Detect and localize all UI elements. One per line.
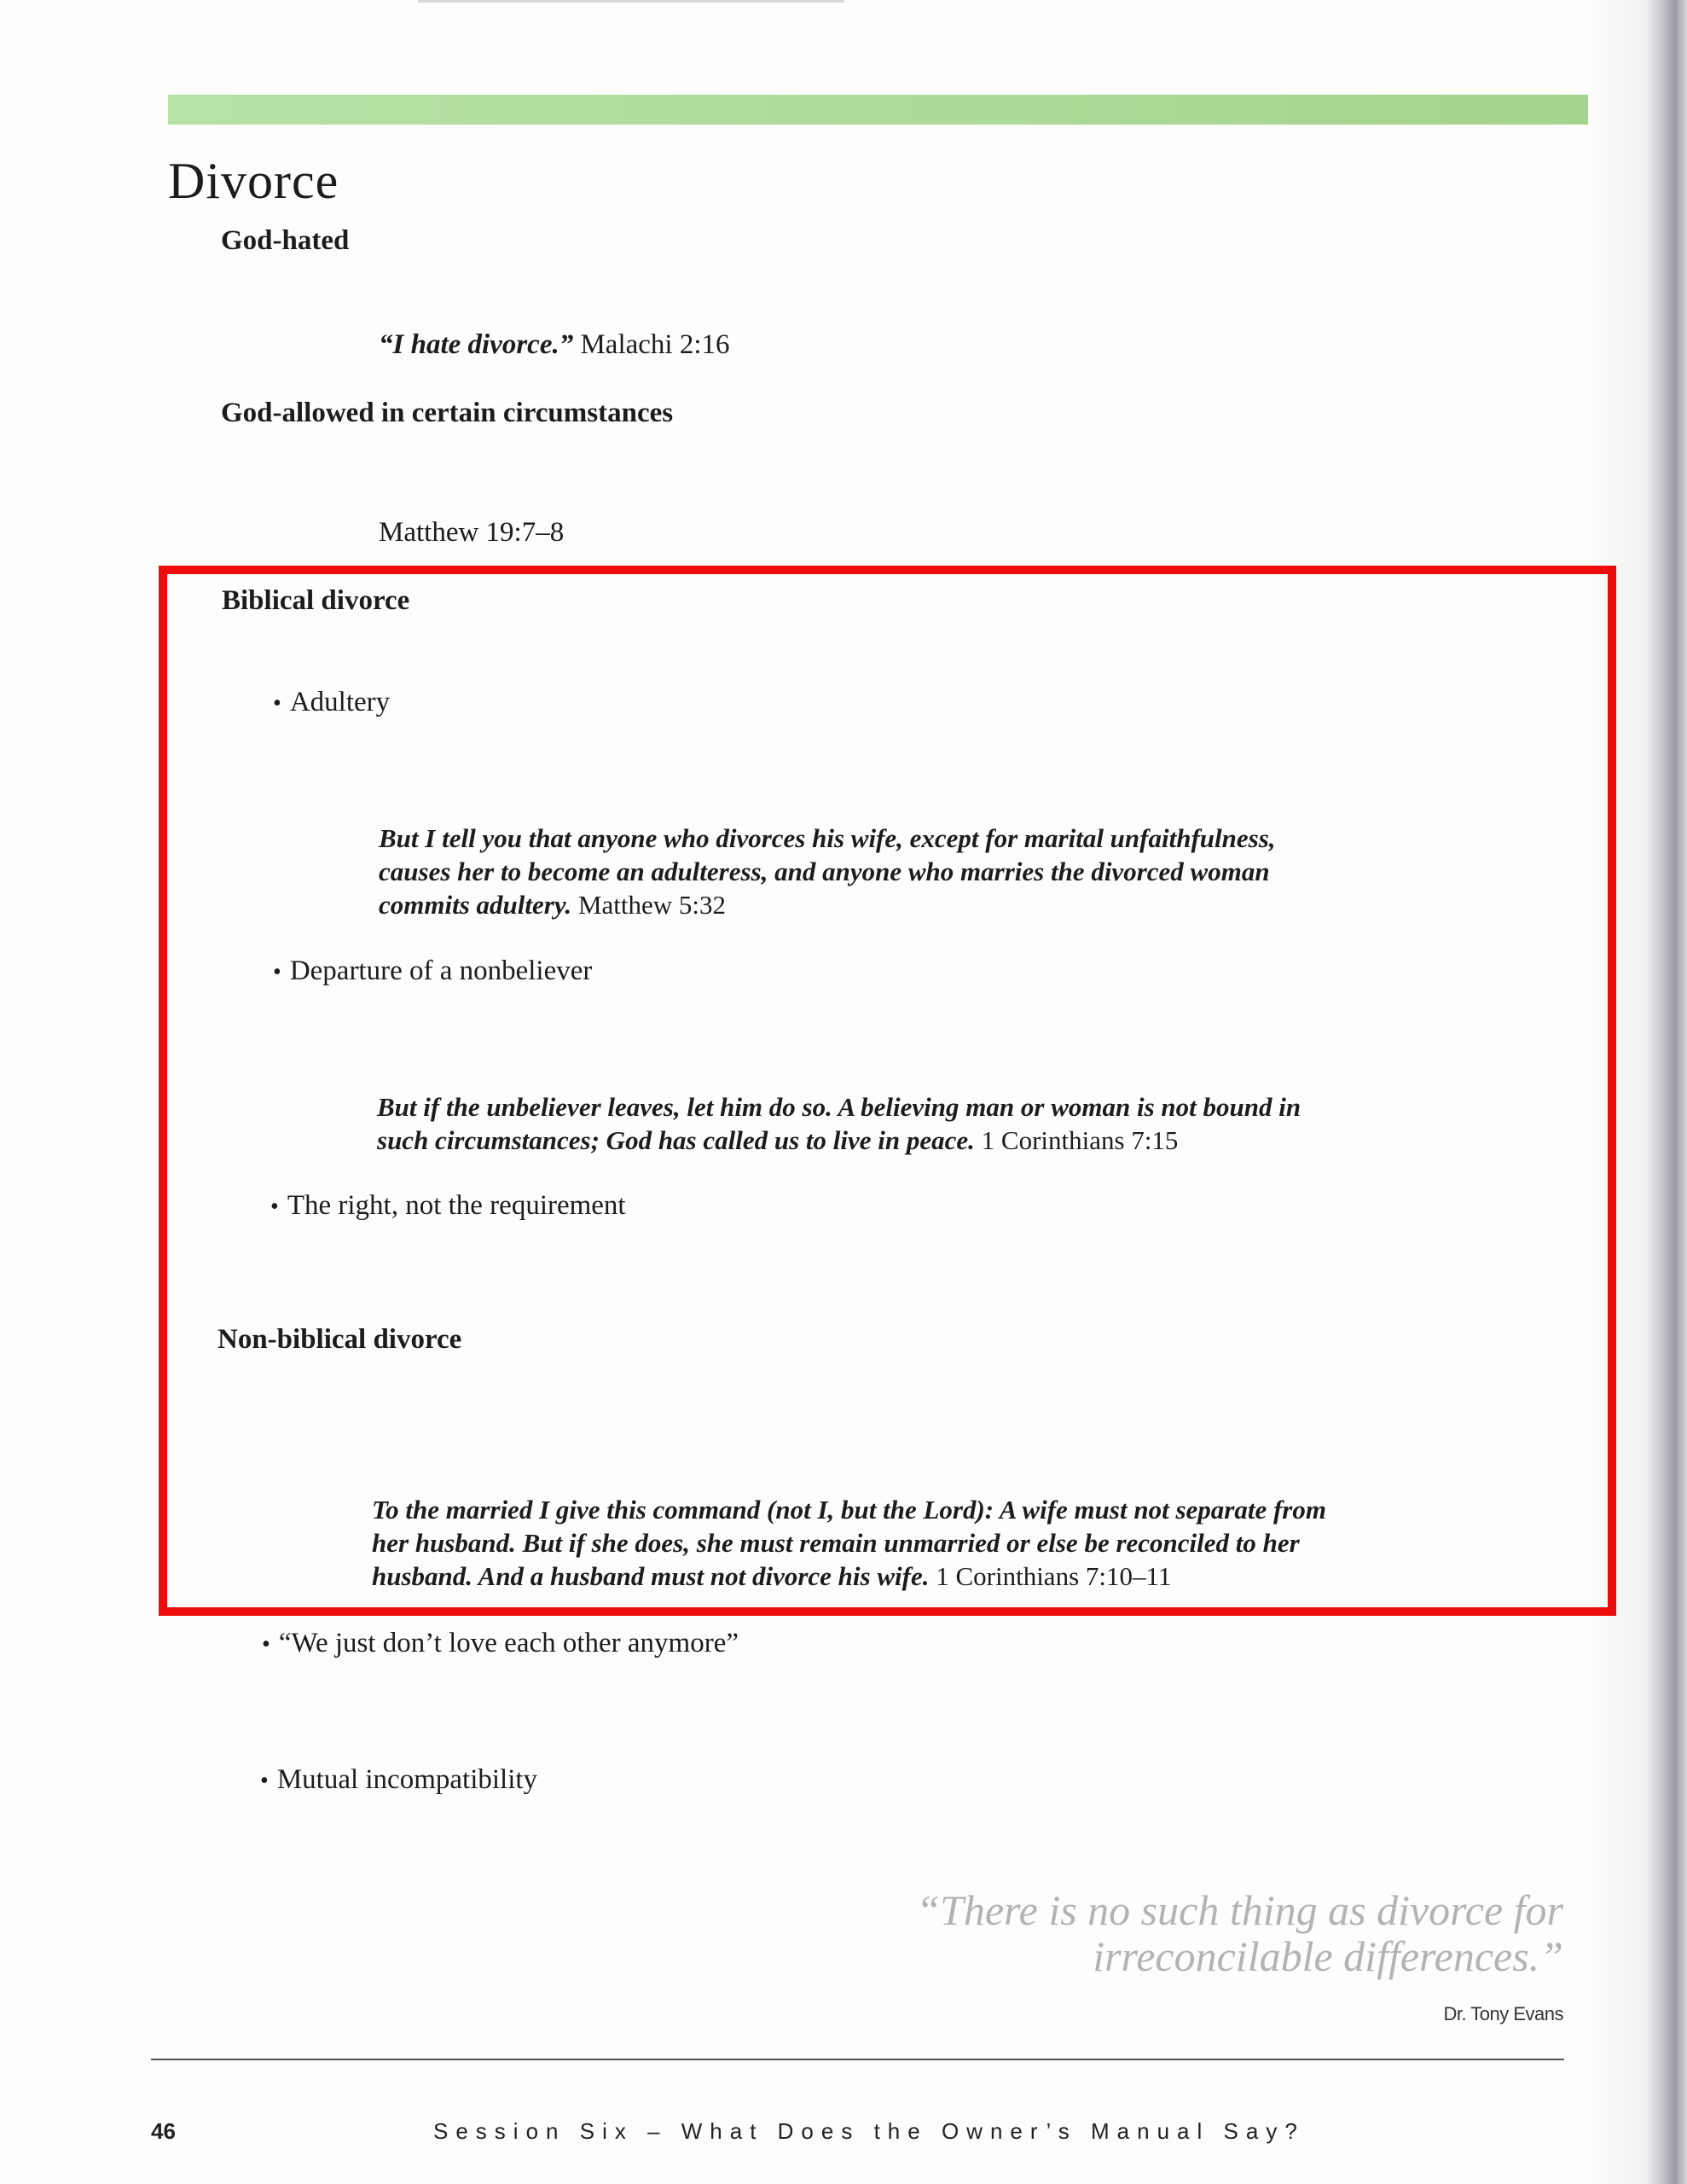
- bullet-label: “We just don’t love each other anymore”: [278, 1628, 739, 1658]
- bullet-item: [262, 1628, 739, 1659]
- heading-non-biblical-divorce: Non-biblical divorce: [217, 1324, 462, 1355]
- bullet-label: Departure of a nonbeliever: [289, 956, 593, 986]
- pull-quote: [796, 1887, 1563, 1979]
- footer-title: Session Six – What Does the Owner’s Manual Say?: [433, 2118, 1305, 2144]
- page-title: Divorce: [168, 153, 339, 209]
- pull-quote-line: “There is no such thing as divorce for: [916, 1886, 1563, 1934]
- bullet-icon: •: [273, 959, 281, 985]
- verse-line: causes her to become an adulteress, and anyone who marries the divorced woman: [379, 857, 1270, 886]
- header-bar: [168, 95, 1588, 125]
- heading-biblical-divorce: Biblical divorce: [222, 585, 410, 616]
- heading-god-allowed: God-allowed in certain circumstances: [221, 398, 674, 428]
- bullet-label: Adultery: [289, 687, 391, 717]
- heading-god-hated: God-hated: [221, 225, 350, 256]
- verse-line: But if the unbeliever leaves, let him do so. A believing man or woman is not bound in: [377, 1092, 1301, 1122]
- verse-1-corinthians-7-15: [377, 1090, 1301, 1157]
- verse-reference: 1 Corinthians 7:10–11: [929, 1561, 1172, 1591]
- verse-line: But I tell you that anyone who divorces his wife, except for marital unfaithfulness,: [379, 823, 1276, 853]
- pull-quote-author: Dr. Tony Evans: [1443, 2003, 1563, 2024]
- bullet-item: [270, 1190, 626, 1222]
- top-rule: [418, 0, 844, 3]
- verse-line: such circumstances; God has called us to live in peace.: [377, 1125, 975, 1155]
- bullet-icon: •: [262, 1631, 270, 1658]
- verse-1-corinthians-7-10: [372, 1493, 1326, 1593]
- verse-malachi: [379, 329, 730, 361]
- bullet-icon: •: [270, 1194, 279, 1220]
- page-number: 46: [151, 2118, 176, 2144]
- verse-line: commits adultery.: [379, 890, 572, 920]
- verse-line: To the married I give this command (not I, but the Lord): A wife must not separate from: [372, 1495, 1326, 1525]
- bullet-icon: •: [273, 690, 281, 717]
- verse-reference: Matthew 5:32: [571, 890, 726, 920]
- page-edge: [1648, 0, 1687, 2184]
- bullet-label: The right, not the requirement: [287, 1190, 626, 1221]
- bullet-item: [273, 956, 592, 987]
- verse-matthew-5-32: [379, 822, 1276, 921]
- bullet-label: Mutual incompatibility: [276, 1764, 538, 1795]
- verse-line: her husband. But if she does, she must remain unmarried or else be reconciled to her: [372, 1528, 1300, 1558]
- pull-quote-line: irreconcilable differences.”: [1093, 1932, 1563, 1980]
- footer-rule: [151, 2059, 1564, 2060]
- verse-reference: Malachi 2:16: [573, 329, 730, 360]
- bullet-item: [260, 1764, 537, 1796]
- verse-line: husband. And a husband must not divorce his wife.: [372, 1561, 930, 1591]
- verse-quote: “I hate divorce.”: [379, 329, 574, 360]
- verse-reference: 1 Corinthians 7:15: [974, 1125, 1179, 1155]
- bullet-item: [273, 687, 390, 718]
- verse-reference: Matthew 19:7–8: [379, 517, 565, 548]
- bullet-icon: •: [260, 1768, 269, 1794]
